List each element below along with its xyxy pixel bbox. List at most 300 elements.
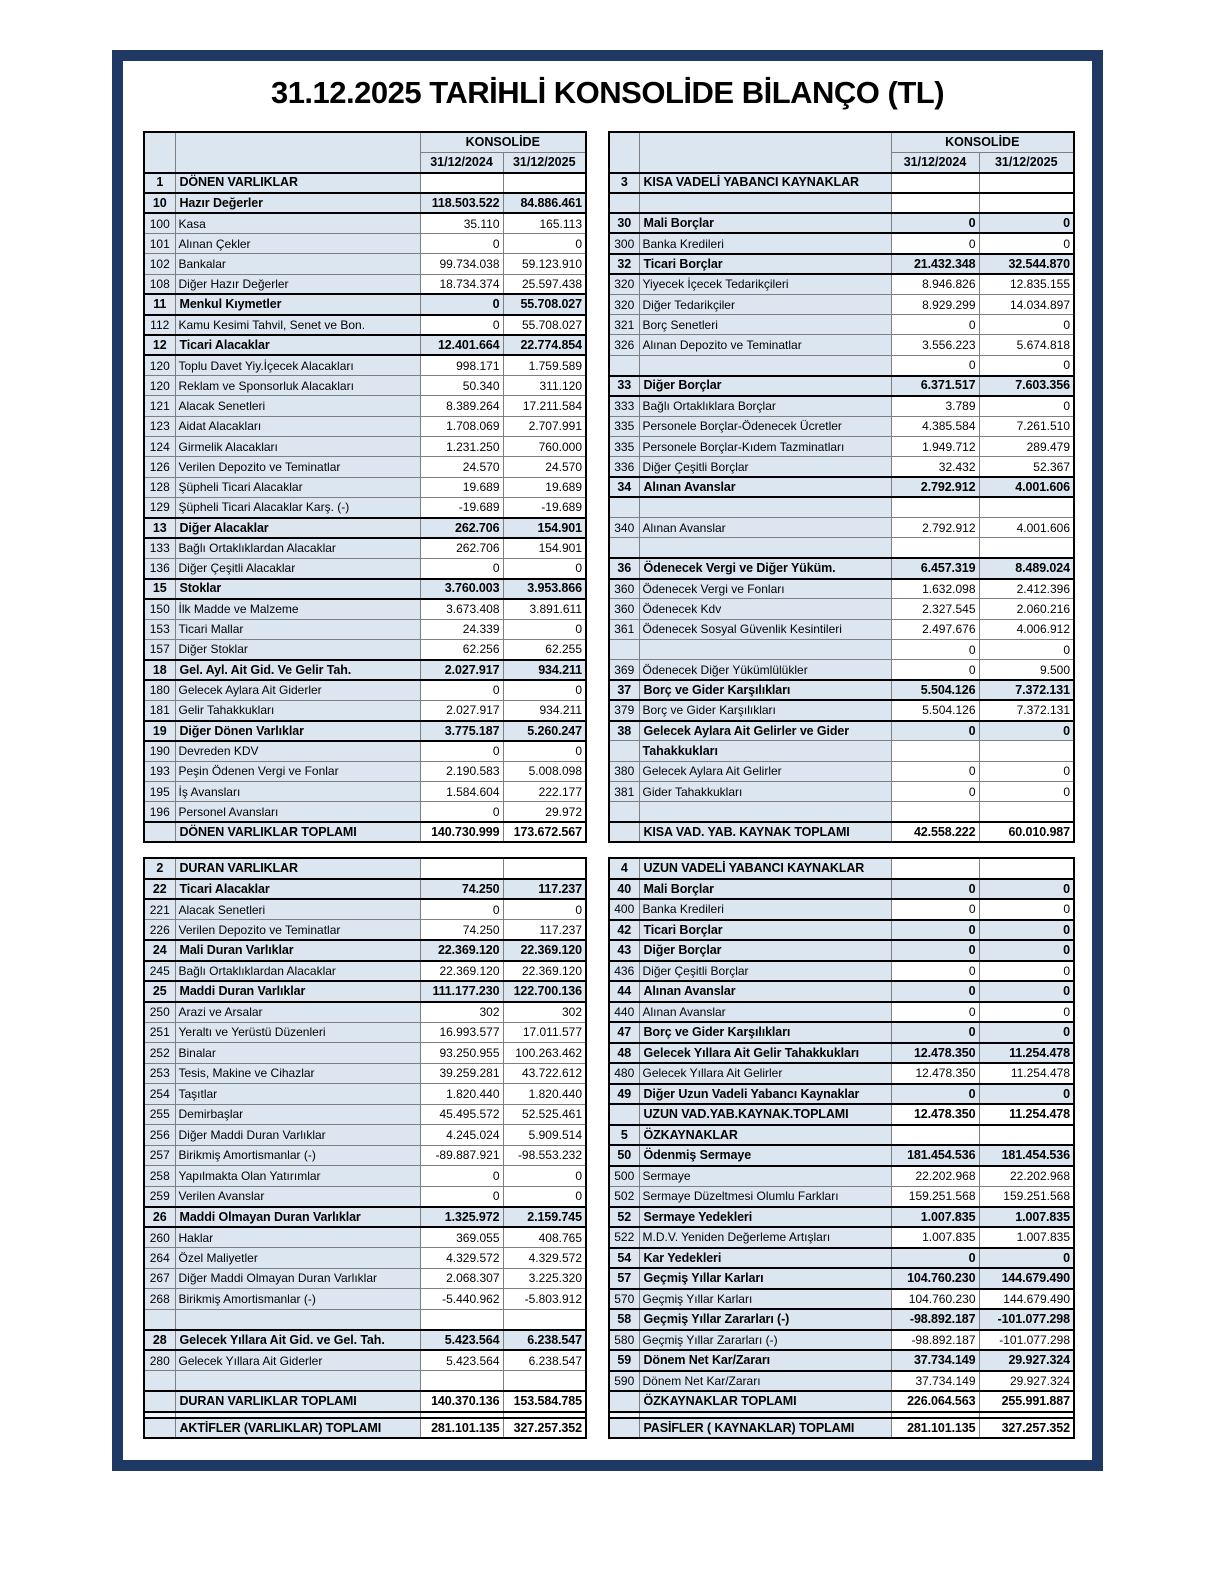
value-2025: 22.774.854: [503, 335, 586, 355]
table-row: [144, 315, 586, 335]
row-code: 381: [609, 782, 639, 802]
table-row: [144, 1227, 586, 1248]
value-2025: [979, 1125, 1074, 1146]
row-label: Maddi Olmayan Duran Varlıklar: [175, 1207, 420, 1228]
value-2025: [979, 193, 1074, 213]
row-label: Sermaye: [639, 1166, 891, 1187]
value-2025: 154.901: [503, 518, 586, 538]
row-label: Mali Duran Varlıklar: [175, 940, 420, 961]
row-code: [609, 822, 639, 842]
row-label: Verilen Avanslar: [175, 1186, 420, 1207]
row-label: İlk Madde ve Malzeme: [175, 599, 420, 619]
value-2025: 4.001.606: [979, 518, 1074, 538]
row-label: ÖZKAYNAKLAR TOPLAMI: [639, 1391, 891, 1412]
value-2025: 11.254.478: [979, 1043, 1074, 1064]
row-code: 480: [609, 1063, 639, 1084]
table-row: [144, 1330, 586, 1351]
row-label: Tahakkukları: [639, 741, 891, 761]
row-label: Personele Borçlar-Kıdem Tazminatları: [639, 436, 891, 456]
row-code: 254: [144, 1084, 175, 1105]
table-row: [144, 518, 586, 538]
table-row: [609, 639, 1074, 659]
value-2024: 0: [891, 660, 979, 680]
value-2024: 2.068.307: [420, 1268, 503, 1289]
value-2025: 22.369.120: [503, 961, 586, 982]
value-2024: 50.340: [420, 376, 503, 396]
row-label: Alınan Avanslar: [639, 477, 891, 497]
header-label-cell: [175, 132, 420, 173]
value-2024: 0: [420, 294, 503, 314]
value-2024: 1.325.972: [420, 1207, 503, 1228]
row-code: 136: [144, 558, 175, 578]
value-2024: 281.101.135: [891, 1418, 979, 1439]
value-2024: 37.734.149: [891, 1371, 979, 1392]
row-label: Stoklar: [175, 579, 420, 599]
table-row: [144, 1002, 586, 1023]
row-code: 43: [609, 940, 639, 961]
row-code: 12: [144, 335, 175, 355]
table-row: [144, 1248, 586, 1269]
row-label: [639, 355, 891, 375]
table-row: [144, 802, 586, 822]
table-row: [144, 1186, 586, 1207]
table-row: [144, 294, 586, 314]
row-label: Hazır Değerler: [175, 193, 420, 213]
row-code: 195: [144, 782, 175, 802]
row-label: Diğer Borçlar: [639, 940, 891, 961]
table-row: [144, 822, 586, 842]
table-row: [144, 1022, 586, 1043]
row-code: 257: [144, 1145, 175, 1166]
value-2025: [979, 858, 1074, 879]
table-row: [144, 497, 586, 517]
table-row: [609, 538, 1074, 558]
row-code: 333: [609, 396, 639, 416]
value-2024: 1.820.440: [420, 1084, 503, 1105]
row-code: 30: [609, 213, 639, 233]
table-row: [144, 940, 586, 961]
row-label: Gider Tahakkukları: [639, 782, 891, 802]
row-code: 252: [144, 1043, 175, 1064]
table-row: [609, 315, 1074, 335]
value-2025: 52.367: [979, 457, 1074, 477]
row-code: [609, 741, 639, 761]
table-row: [609, 1227, 1074, 1248]
table-row: [144, 376, 586, 396]
row-code: 15: [144, 579, 175, 599]
row-code: 321: [609, 315, 639, 335]
value-2024: 42.558.222: [891, 822, 979, 842]
value-2024: 0: [891, 899, 979, 920]
row-code: 440: [609, 1002, 639, 1023]
row-label: Diğer Çeşitli Borçlar: [639, 961, 891, 982]
value-2024: 0: [891, 761, 979, 781]
value-2025: 0: [979, 233, 1074, 253]
value-2024: 22.369.120: [420, 940, 503, 961]
row-label: [175, 1309, 420, 1330]
row-code: 340: [609, 518, 639, 538]
value-2025: 0: [979, 782, 1074, 802]
row-code: 100: [144, 213, 175, 233]
value-2025: 7.372.131: [979, 680, 1074, 700]
table-row: [609, 233, 1074, 253]
row-label: Şüpheli Ticari Alacaklar Karş. (-): [175, 497, 420, 517]
table-row: [609, 416, 1074, 436]
row-code: 49: [609, 1084, 639, 1105]
header-date-2024: 31/12/2024: [420, 152, 503, 172]
row-code: 47: [609, 1022, 639, 1043]
row-code: 153: [144, 619, 175, 639]
row-code: 360: [609, 579, 639, 599]
assets-current-table: [143, 131, 587, 843]
value-2025: 22.202.968: [979, 1166, 1074, 1187]
row-code: 300: [609, 233, 639, 253]
table-row: [609, 721, 1074, 741]
value-2024: 1.231.250: [420, 436, 503, 456]
value-2025: -98.553.232: [503, 1145, 586, 1166]
row-code: 267: [144, 1268, 175, 1289]
value-2024: 5.504.126: [891, 700, 979, 720]
row-label: Mali Borçlar: [639, 213, 891, 233]
value-2025: -101.077.298: [979, 1309, 1074, 1330]
value-2025: 0: [979, 721, 1074, 741]
row-label: Yeraltı ve Yerüstü Düzenleri: [175, 1022, 420, 1043]
value-2024: 140.730.999: [420, 822, 503, 842]
value-2024: 262.706: [420, 538, 503, 558]
table-row: [144, 416, 586, 436]
row-code: 280: [144, 1350, 175, 1371]
value-2024: 2.027.917: [420, 660, 503, 680]
table-row: [609, 599, 1074, 619]
row-label: Sermaye Yedekleri: [639, 1207, 891, 1228]
table-row: [144, 254, 586, 274]
row-code: [609, 1104, 639, 1125]
value-2025: 14.034.897: [979, 294, 1074, 314]
row-label: Ödenecek Kdv: [639, 599, 891, 619]
value-2025: 0: [979, 315, 1074, 335]
table-row: [609, 376, 1074, 396]
table-row: [144, 700, 586, 720]
row-code: 36: [609, 558, 639, 578]
row-code: 2: [144, 858, 175, 879]
row-label: [639, 193, 891, 213]
value-2025: -19.689: [503, 497, 586, 517]
value-2024: 4.329.572: [420, 1248, 503, 1269]
row-code: [144, 1418, 175, 1439]
value-2024: 2.327.545: [891, 599, 979, 619]
value-2025: 4.329.572: [503, 1248, 586, 1269]
value-2024: 1.708.069: [420, 416, 503, 436]
value-2024: 4.245.024: [420, 1125, 503, 1146]
value-2024: 6.457.319: [891, 558, 979, 578]
value-2024: 99.734.038: [420, 254, 503, 274]
value-2024: 159.251.568: [891, 1186, 979, 1207]
table-row: [609, 254, 1074, 274]
value-2024: [891, 858, 979, 879]
value-2024: 0: [891, 782, 979, 802]
row-label: Diğer Çeşitli Borçlar: [639, 457, 891, 477]
value-2025: [503, 1371, 586, 1392]
value-2025: 117.237: [503, 920, 586, 941]
value-2025: 17.211.584: [503, 396, 586, 416]
row-label: Diğer Dönen Varlıklar: [175, 721, 420, 741]
row-label: Personel Avansları: [175, 802, 420, 822]
row-label: [175, 1371, 420, 1392]
value-2024: 0: [420, 558, 503, 578]
value-2024: [420, 858, 503, 879]
value-2025: 32.544.870: [979, 254, 1074, 274]
value-2024: [891, 1125, 979, 1146]
value-2025: 2.707.991: [503, 416, 586, 436]
row-code: 120: [144, 355, 175, 375]
value-2024: 24.570: [420, 457, 503, 477]
value-2024: 35.110: [420, 213, 503, 233]
value-2024: 3.775.187: [420, 721, 503, 741]
value-2025: [503, 858, 586, 879]
row-code: 48: [609, 1043, 639, 1064]
value-2024: 1.007.835: [891, 1207, 979, 1228]
value-2025: 222.177: [503, 782, 586, 802]
value-2025: 0: [503, 233, 586, 253]
row-label: Ödenecek Vergi ve Fonları: [639, 579, 891, 599]
value-2024: 1.584.604: [420, 782, 503, 802]
value-2025: 8.489.024: [979, 558, 1074, 578]
value-2025: [979, 173, 1074, 193]
table-row: [609, 1166, 1074, 1187]
value-2025: [503, 173, 586, 193]
row-code: 221: [144, 899, 175, 920]
row-label: UZUN VADELİ YABANCI KAYNAKLAR: [639, 858, 891, 879]
header-konsolide-cell: KONSOLİDE: [891, 132, 1074, 152]
row-label: İş Avansları: [175, 782, 420, 802]
value-2024: 140.370.136: [420, 1391, 503, 1412]
row-label: Taşıtlar: [175, 1084, 420, 1105]
row-code: 13: [144, 518, 175, 538]
row-code: 570: [609, 1289, 639, 1310]
value-2024: 8.389.264: [420, 396, 503, 416]
row-label: Gelecek Aylara Ait Giderler: [175, 680, 420, 700]
value-2024: 32.432: [891, 457, 979, 477]
value-2024: 18.734.374: [420, 274, 503, 294]
table-row: [144, 477, 586, 497]
table-row: [609, 879, 1074, 900]
row-label: Ticari Alacaklar: [175, 335, 420, 355]
row-code: 150: [144, 599, 175, 619]
value-2024: 118.503.522: [420, 193, 503, 213]
value-2024: 45.495.572: [420, 1104, 503, 1125]
row-label: DURAN VARLIKLAR TOPLAMI: [175, 1391, 420, 1412]
value-2025: 181.454.536: [979, 1145, 1074, 1166]
value-2024: 0: [420, 1186, 503, 1207]
value-2025: 165.113: [503, 213, 586, 233]
table-row: [144, 1084, 586, 1105]
row-code: 335: [609, 436, 639, 456]
table-row: [144, 1371, 586, 1392]
row-label: Mali Borçlar: [639, 879, 891, 900]
row-label: KISA VAD. YAB. KAYNAK TOPLAMI: [639, 822, 891, 842]
row-code: 121: [144, 396, 175, 416]
value-2024: 0: [891, 879, 979, 900]
row-label: M.D.V. Yeniden Değerleme Artışları: [639, 1227, 891, 1248]
row-code: 40: [609, 879, 639, 900]
value-2025: 1.820.440: [503, 1084, 586, 1105]
row-code: 54: [609, 1248, 639, 1269]
table-row: [609, 1350, 1074, 1371]
value-2024: 8.946.826: [891, 274, 979, 294]
row-code: 3: [609, 173, 639, 193]
row-label: Kasa: [175, 213, 420, 233]
row-code: [609, 1418, 639, 1439]
row-code: 124: [144, 436, 175, 456]
value-2024: 5.423.564: [420, 1350, 503, 1371]
value-2025: 17.011.577: [503, 1022, 586, 1043]
table-row: [144, 920, 586, 941]
row-code: 326: [609, 335, 639, 355]
value-2024: 0: [891, 213, 979, 233]
value-2024: 21.432.348: [891, 254, 979, 274]
value-2024: -98.892.187: [891, 1309, 979, 1330]
row-code: 33: [609, 376, 639, 396]
value-2025: 2.159.745: [503, 1207, 586, 1228]
row-label: Kamu Kesimi Tahvil, Senet ve Bon.: [175, 315, 420, 335]
row-label: Diğer Borçlar: [639, 376, 891, 396]
value-2025: 173.672.567: [503, 822, 586, 842]
table-row: [609, 1145, 1074, 1166]
value-2025: 0: [503, 741, 586, 761]
table-row: [609, 1207, 1074, 1228]
value-2025: 0: [979, 639, 1074, 659]
row-label: Birikmiş Amortismanlar (-): [175, 1289, 420, 1310]
value-2024: 281.101.135: [420, 1418, 503, 1439]
value-2025: 934.211: [503, 700, 586, 720]
header-label-cell: [639, 132, 891, 173]
value-2025: 0: [979, 213, 1074, 233]
value-2025: 24.570: [503, 457, 586, 477]
value-2025: 6.238.547: [503, 1350, 586, 1371]
row-code: 502: [609, 1186, 639, 1207]
row-label: Alınan Çekler: [175, 233, 420, 253]
row-code: 380: [609, 761, 639, 781]
row-label: Gel. Ayl. Ait Gid. Ve Gelir Tah.: [175, 660, 420, 680]
value-2024: 104.760.230: [891, 1268, 979, 1289]
table-row: [609, 680, 1074, 700]
value-2024: [891, 497, 979, 517]
value-2024: 0: [891, 1022, 979, 1043]
row-code: 379: [609, 700, 639, 720]
value-2025: 117.237: [503, 879, 586, 900]
value-2024: 2.190.583: [420, 761, 503, 781]
header-code-cell: [144, 132, 175, 173]
row-code: 58: [609, 1309, 639, 1330]
row-label: Alınan Avanslar: [639, 518, 891, 538]
value-2025: 7.603.356: [979, 376, 1074, 396]
value-2024: -5.440.962: [420, 1289, 503, 1310]
row-label: Geçmiş Yıllar Zararları (-): [639, 1330, 891, 1351]
table-row: [144, 355, 586, 375]
value-2025: 2.060.216: [979, 599, 1074, 619]
table-row: [144, 1350, 586, 1371]
value-2024: 0: [891, 1002, 979, 1023]
row-label: Banka Kredileri: [639, 899, 891, 920]
row-code: 260: [144, 1227, 175, 1248]
value-2024: 0: [891, 920, 979, 941]
value-2024: 0: [420, 802, 503, 822]
row-code: 19: [144, 721, 175, 741]
value-2024: [420, 1371, 503, 1392]
table-row: [144, 579, 586, 599]
row-label: Demirbaşlar: [175, 1104, 420, 1125]
row-code: 52: [609, 1207, 639, 1228]
value-2024: 39.259.281: [420, 1063, 503, 1084]
value-2025: 22.369.120: [503, 940, 586, 961]
value-2024: 24.339: [420, 619, 503, 639]
value-2024: 0: [891, 981, 979, 1002]
header-date-2024: 31/12/2024: [891, 152, 979, 172]
row-label: Ticari Borçlar: [639, 254, 891, 274]
row-code: 101: [144, 233, 175, 253]
row-code: 32: [609, 254, 639, 274]
value-2024: 6.371.517: [891, 376, 979, 396]
value-2025: 1.759.589: [503, 355, 586, 375]
row-code: 1: [144, 173, 175, 193]
row-code: 34: [609, 477, 639, 497]
header-date-2025: 31/12/2025: [503, 152, 586, 172]
value-2024: 0: [891, 233, 979, 253]
value-2025: 0: [503, 619, 586, 639]
value-2024: 74.250: [420, 879, 503, 900]
table-row: [609, 1268, 1074, 1289]
value-2024: 0: [420, 741, 503, 761]
row-code: 256: [144, 1125, 175, 1146]
value-2025: 408.765: [503, 1227, 586, 1248]
value-2025: 5.008.098: [503, 761, 586, 781]
row-code: [609, 497, 639, 517]
row-label: Borç ve Gider Karşılıkları: [639, 1022, 891, 1043]
value-2024: 5.504.126: [891, 680, 979, 700]
row-label: Ödenmiş Sermaye: [639, 1145, 891, 1166]
row-code: 11: [144, 294, 175, 314]
value-2024: 0: [891, 961, 979, 982]
table-row: [144, 457, 586, 477]
row-code: [609, 639, 639, 659]
table-row: [609, 1418, 1074, 1439]
value-2024: 0: [420, 899, 503, 920]
row-label: [639, 538, 891, 558]
row-label: Alacak Senetleri: [175, 899, 420, 920]
value-2024: -98.892.187: [891, 1330, 979, 1351]
row-label: Birikmiş Amortismanlar (-): [175, 1145, 420, 1166]
table-row: [609, 1309, 1074, 1330]
row-label: Alınan Depozito ve Teminatlar: [639, 335, 891, 355]
value-2025: [979, 538, 1074, 558]
table-row: [609, 477, 1074, 497]
row-label: DÖNEN VARLIKLAR TOPLAMI: [175, 822, 420, 842]
row-code: [609, 1391, 639, 1412]
value-2025: 3.225.320: [503, 1268, 586, 1289]
table-row: [144, 660, 586, 680]
table-row: [144, 782, 586, 802]
table-row: [609, 1248, 1074, 1269]
row-label: Ticari Borçlar: [639, 920, 891, 941]
row-code: 580: [609, 1330, 639, 1351]
table-row: [609, 1289, 1074, 1310]
row-label: Maddi Duran Varlıklar: [175, 981, 420, 1002]
table-row: [144, 1125, 586, 1146]
value-2025: 154.901: [503, 538, 586, 558]
value-2024: 93.250.955: [420, 1043, 503, 1064]
row-label: Personele Borçlar-Ödenecek Ücretler: [639, 416, 891, 436]
value-2025: 255.991.887: [979, 1391, 1074, 1412]
